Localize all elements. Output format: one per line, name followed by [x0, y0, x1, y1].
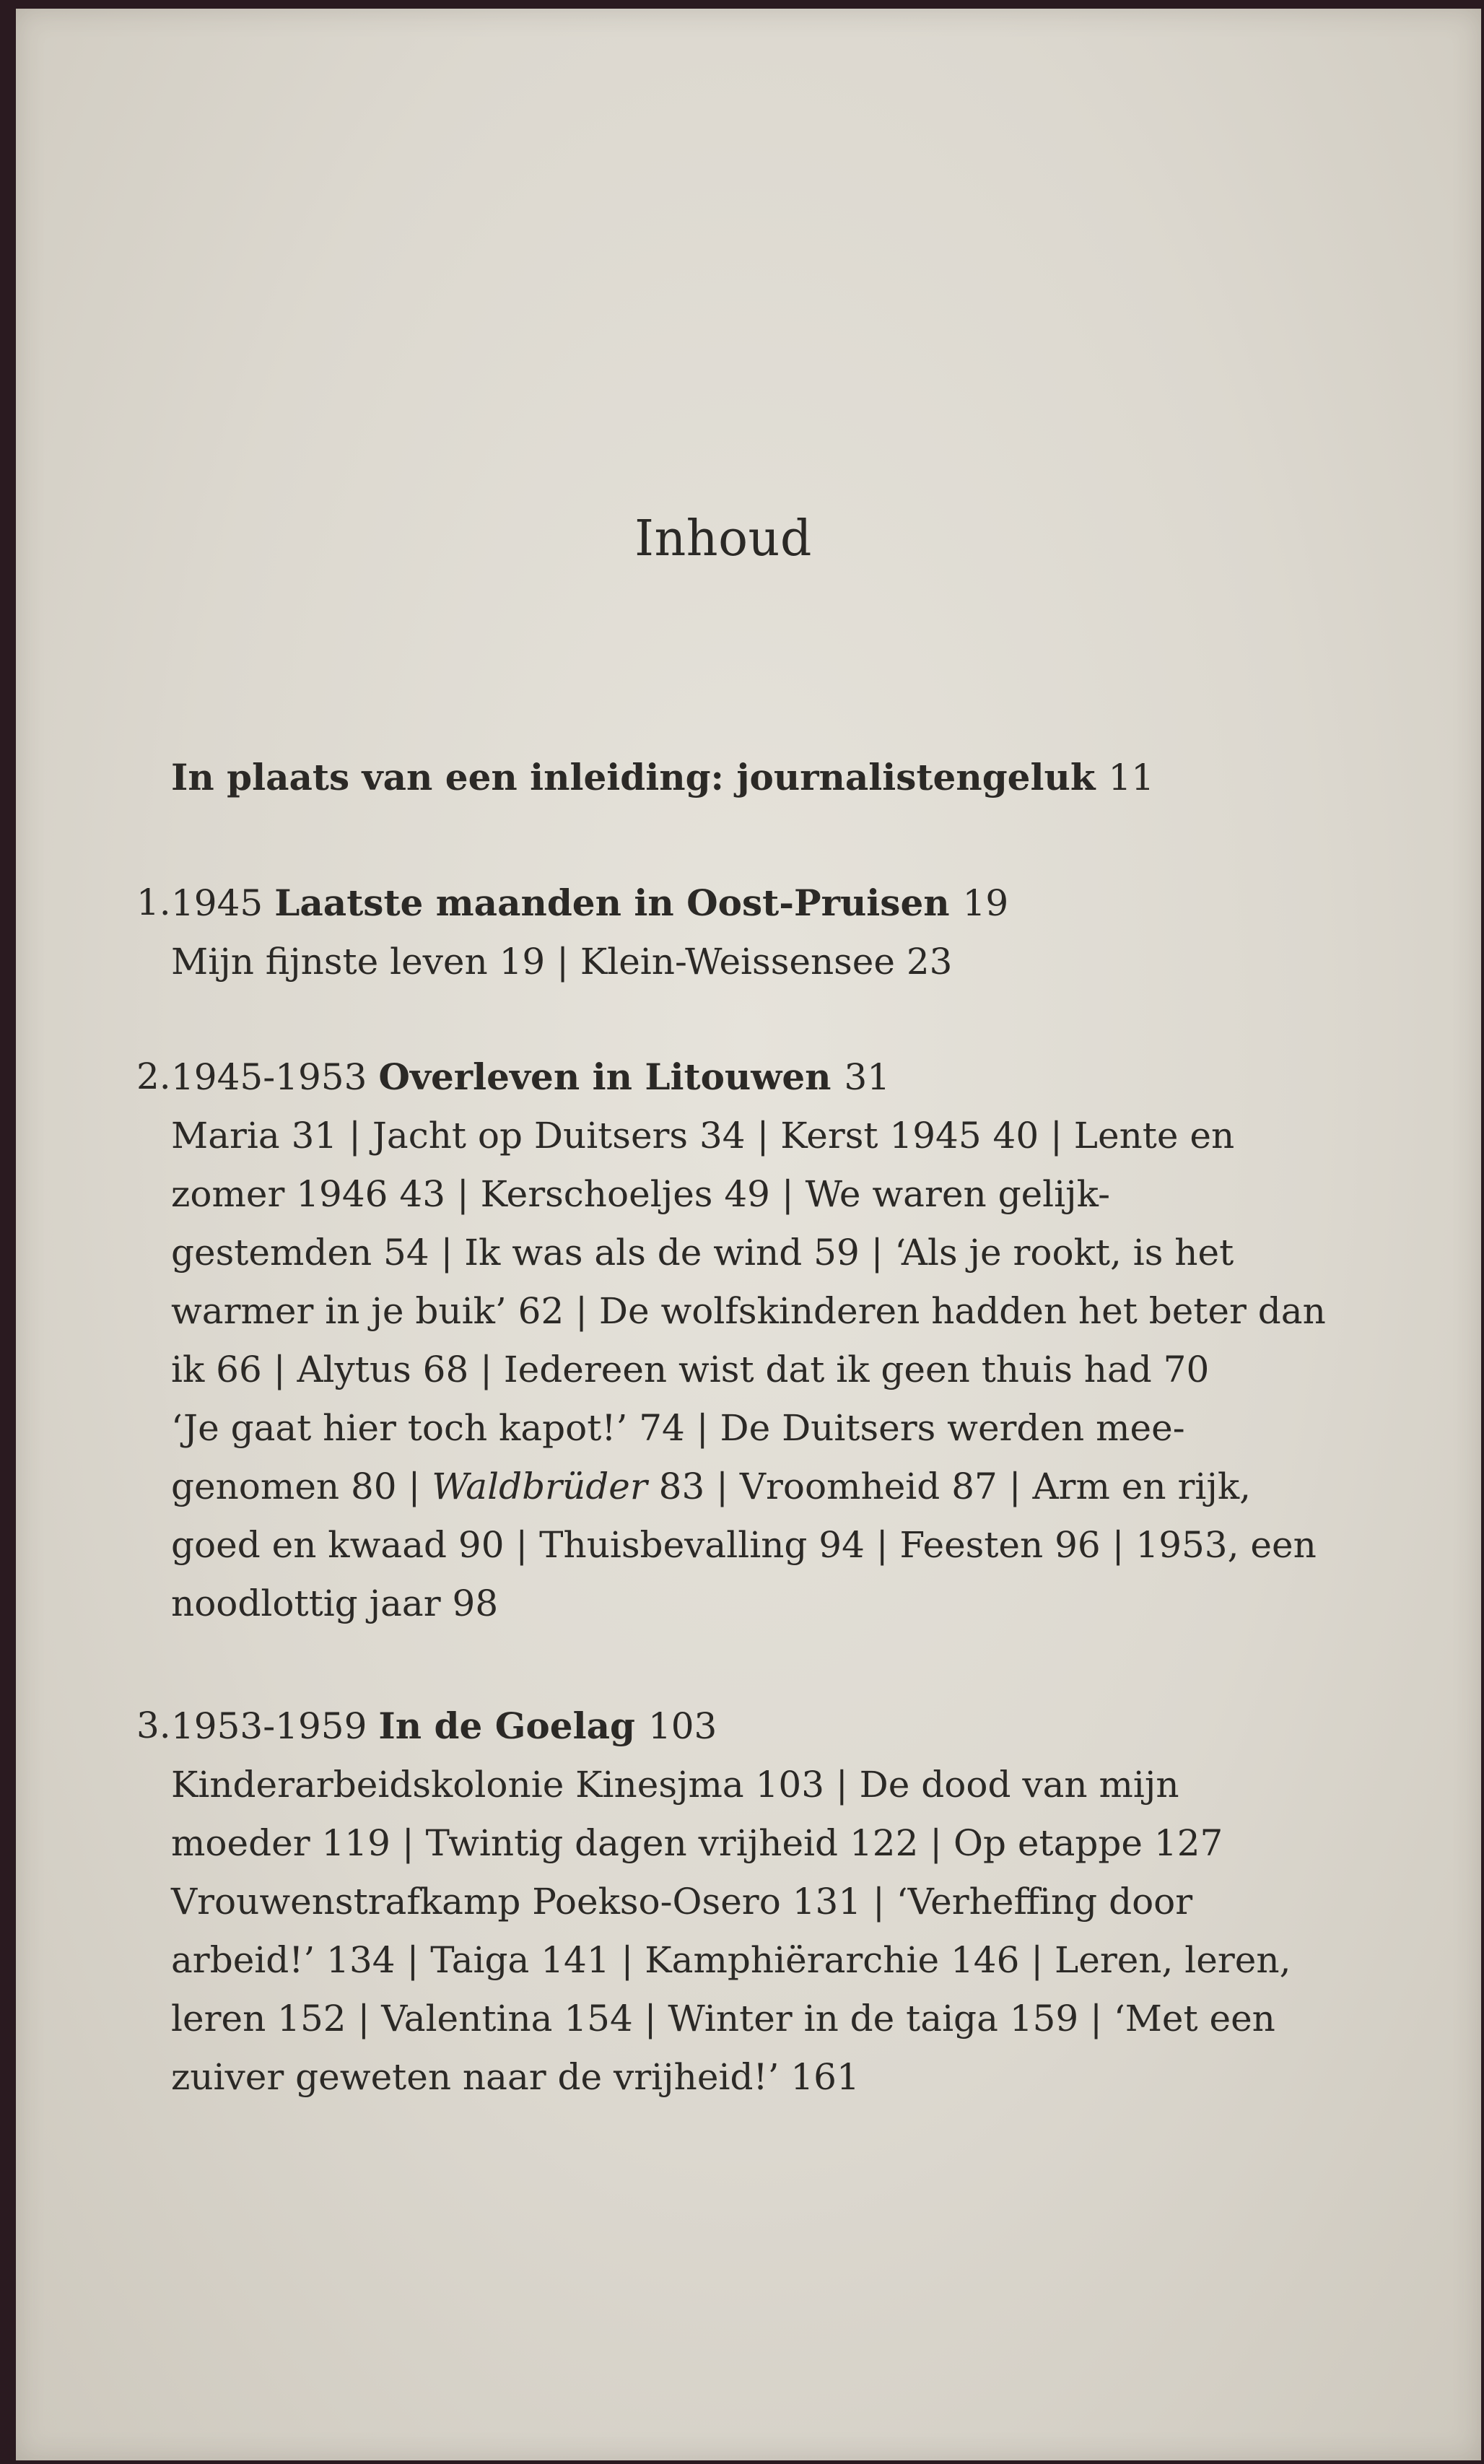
toc-line: Mijn fijnste leven 19 | Klein-Weissensee 23: [171, 941, 953, 983]
chapter-number: 3.: [136, 1705, 171, 1746]
toc-text: 83 | Vroomheid 87 | Arm en rijk,: [647, 1466, 1252, 1507]
toc-line: zuiver geweten naar de vrijheid!’ 161: [171, 2056, 860, 2098]
chapter-heading: [171, 1697, 1355, 1756]
toc-line: noodlottig jaar 98: [171, 1583, 499, 1624]
toc-text: genomen 80 |: [171, 1466, 432, 1507]
toc-line: gestemden 54 | Ik was als de wind 59 | ‘Als je rookt, is het: [171, 1232, 1234, 1274]
toc-line: Kinderarbeidskolonie Kinesjma 103 | De dood van mijn: [171, 1764, 1179, 1806]
toc-line: [171, 1458, 1355, 1516]
toc-chapter-3: [136, 1697, 1355, 2107]
chapter-years: 1953-1959: [171, 1705, 367, 1747]
toc-line: moeder 119 | Twintig dagen vrijheid 122 | Op etappe 127: [171, 1822, 1223, 1864]
toc-line: leren 152 | Valentina 154 | Winter in de taiga 159 | ‘Met een: [171, 1998, 1275, 2039]
chapter-number: 2.: [136, 1055, 171, 1097]
toc-chapter-2: [136, 1048, 1355, 1633]
table-of-contents: [16, 9, 1481, 2460]
chapter-title: Laatste maanden in Oost-Pruisen: [274, 881, 950, 924]
toc-line: ‘Je gaat hier toch kapot!’ 74 | De Duitsers werden mee-: [171, 1407, 1185, 1449]
toc-chapter-1: [136, 874, 1355, 991]
intro-page: 11: [1108, 757, 1155, 798]
toc-entry-intro: [171, 756, 1154, 798]
chapter-heading: [171, 1048, 1355, 1107]
toc-line: arbeid!’ 134 | Taiga 141 | Kamphiërarchie 146 | Leren, leren,: [171, 1939, 1291, 1981]
page-title: Inhoud: [634, 510, 812, 567]
chapter-years: 1945-1953: [171, 1056, 367, 1098]
toc-line: warmer in je buik’ 62 | De wolfskinderen hadden het beter dan: [171, 1290, 1326, 1332]
chapter-number: 1.: [136, 881, 171, 923]
chapter-page: 103: [647, 1705, 717, 1747]
chapter-page: 31: [844, 1056, 891, 1098]
chapter-page: 19: [962, 882, 1009, 924]
toc-text-italic: Waldbrüder: [432, 1466, 647, 1507]
chapter-years: 1945: [171, 882, 263, 924]
chapter-heading: [171, 874, 1355, 933]
toc-line: Vrouwenstrafkamp Poekso-Osero 131 | ‘Verheffing door: [171, 1881, 1193, 1923]
chapter-title: Overleven in Litouwen: [378, 1055, 832, 1098]
toc-line: Maria 31 | Jacht op Duitsers 34 | Kerst 1945 40 | Lente en: [171, 1115, 1235, 1157]
toc-line: ik 66 | Alytus 68 | Iedereen wist dat ik geen thuis had 70: [171, 1349, 1210, 1390]
book-page: [16, 9, 1481, 2460]
intro-label: In plaats van een inleiding: journalistengeluk: [171, 756, 1096, 798]
chapter-title: In de Goelag: [378, 1705, 635, 1747]
toc-line: zomer 1946 43 | Kerschoeljes 49 | We waren gelijk-: [171, 1173, 1110, 1215]
toc-line: goed en kwaad 90 | Thuisbevalling 94 | Feesten 96 | 1953, een: [171, 1524, 1317, 1566]
